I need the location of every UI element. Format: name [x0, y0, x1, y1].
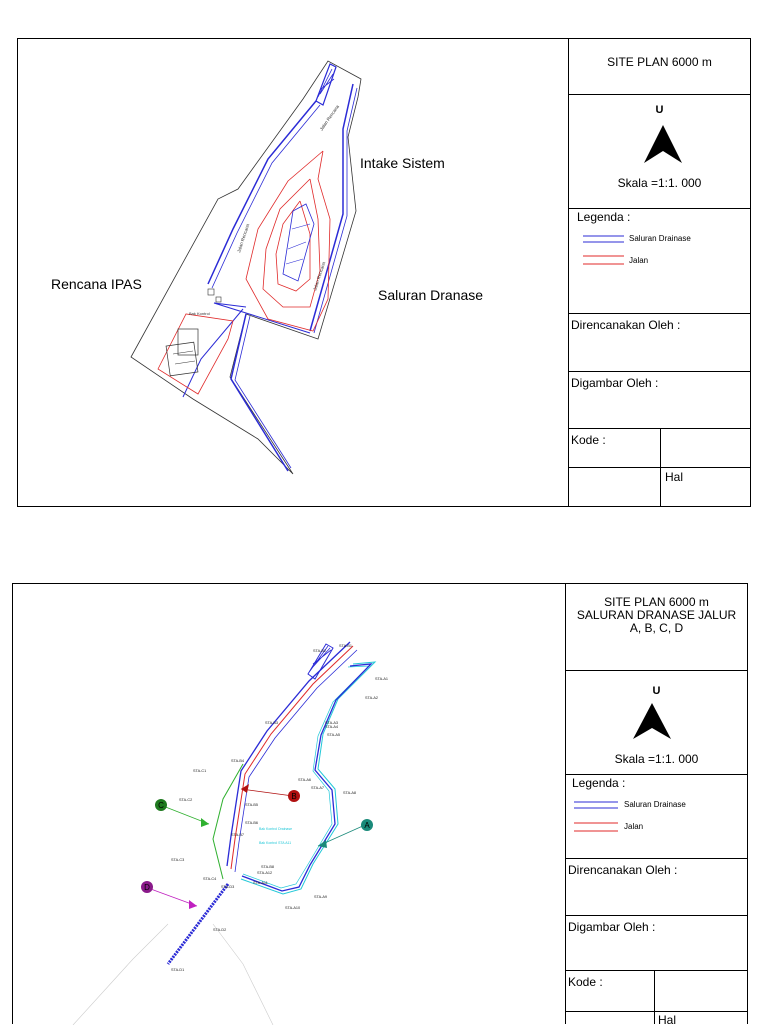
- legend-cell-2: [566, 775, 747, 859]
- title-cell-2: [566, 584, 747, 671]
- station-label: STA-D3: [221, 885, 235, 889]
- sheet-title-line-1: SITE PLAN 6000 m: [604, 595, 709, 609]
- marker-b-label: B: [291, 792, 297, 801]
- legend-drainase: Saluran Drainase: [629, 234, 691, 243]
- code-label-2: Kode :: [568, 975, 603, 989]
- station-label: STA-C4: [203, 877, 217, 881]
- title-block-1: [568, 39, 750, 506]
- station-label: STA-D1: [171, 968, 185, 972]
- legend-title-2: Legenda :: [572, 776, 626, 790]
- scale-text: Skala =1:1. 000: [617, 176, 702, 190]
- page-label: Hal: [665, 470, 684, 484]
- legend-jalan: Jalan: [629, 256, 649, 265]
- station-label: STA-A2: [365, 696, 379, 700]
- station-label: STA-B8: [261, 865, 275, 869]
- title-cell: [569, 39, 750, 95]
- site-plan-svg-1: [18, 39, 569, 506]
- station-label: STA-D2: [213, 928, 227, 932]
- station-label: STA-A5: [327, 733, 341, 737]
- site-plan-drawing-2: [13, 584, 567, 1025]
- north-letter-2: U: [652, 685, 661, 697]
- designed-by-cell: [569, 314, 750, 372]
- station-label: STA-A6: [298, 778, 312, 782]
- station-label: STA-A1: [375, 677, 389, 681]
- label-jalan-rencana-2: Jalan Rencana: [236, 223, 251, 254]
- north-letter: U: [655, 104, 664, 116]
- drainage-channel-bottom: [231, 314, 288, 471]
- scale-text-2: Skala =1:1. 000: [614, 752, 699, 766]
- station-label: STA-B3: [265, 721, 279, 725]
- site-plan-svg-2: [13, 584, 567, 1025]
- station-label: STA-A7: [311, 786, 325, 790]
- station-label: STA-C2: [179, 798, 193, 802]
- legend-cell: [569, 209, 750, 314]
- station-label: STA-A3: [325, 721, 339, 725]
- drawn-by-label: Digambar Oleh :: [571, 376, 659, 390]
- station-label: STA-A11: [253, 881, 268, 885]
- label-intake-sistem: Intake Sistem: [360, 155, 445, 171]
- legend-title: Legenda :: [577, 210, 631, 224]
- station-label: STA-B7: [231, 833, 245, 837]
- north-arrow-icon: [569, 95, 751, 209]
- road-contour-2: [263, 179, 320, 307]
- station-label: STA-C1: [193, 769, 207, 773]
- station-label: STA-B2: [313, 649, 327, 653]
- station-label: STA-B5: [245, 803, 259, 807]
- label-jalan-rencana-1: Jalan Rencana: [318, 104, 341, 132]
- marker-d-label: D: [144, 883, 150, 892]
- station-label: STA-B6: [245, 821, 259, 825]
- sheet-title-line-2: SALURAN DRANASE JALUR: [576, 608, 737, 622]
- label-jalan-rencana-3: Jalan Rencana: [312, 261, 327, 292]
- code-cell-2: [566, 971, 747, 1011]
- legend-jalan-2: Jalan: [624, 822, 644, 831]
- road-contour-3: [276, 201, 310, 291]
- north-cell-2: [566, 671, 747, 775]
- drawing-sheet-1: [17, 38, 751, 507]
- drawing-sheet-2: [12, 583, 748, 1027]
- drawn-by-cell-2: [566, 916, 747, 971]
- designed-by-label-2: Direncanakan Oleh :: [568, 863, 678, 877]
- intake-core: [283, 204, 314, 281]
- marker-a-label: A: [364, 821, 370, 830]
- station-label: STA-C3: [171, 858, 185, 862]
- drainage-d: [168, 884, 228, 964]
- label-rencana-ipas: Rencana IPAS: [51, 276, 142, 292]
- code-label: Kode :: [571, 433, 606, 447]
- title-block-2: [565, 584, 747, 1027]
- drawn-by-label-2: Digambar Oleh :: [568, 920, 656, 934]
- page-divider: [660, 467, 750, 468]
- svg-text:Bak Kontrol Drainase: Bak Kontrol Drainase: [259, 827, 293, 831]
- north-cell: [569, 95, 750, 209]
- drainage-b: [227, 642, 353, 866]
- label-saluran-dranase: Saluran Dranase: [378, 287, 484, 303]
- sheet-title: SITE PLAN 6000 m: [607, 55, 712, 69]
- drawn-by-cell: [569, 372, 750, 429]
- station-label: STA-A12: [257, 871, 273, 875]
- station-label: STA-B1: [339, 644, 353, 648]
- drainage-channel-left: [208, 101, 316, 284]
- designed-by-cell-2: [566, 859, 747, 916]
- page-label-2: Hal: [658, 1013, 677, 1027]
- legend-drainase-2: Saluran Drainase: [624, 800, 686, 809]
- station-label: STA-A10: [285, 906, 301, 910]
- legend-swatches: [569, 209, 751, 314]
- svg-text:Bak Kontrol STA A11: Bak Kontrol STA A11: [259, 841, 292, 845]
- station-label: STA-A4: [325, 725, 339, 729]
- station-label: STA-A8: [343, 791, 357, 795]
- designed-by-label: Direncanakan Oleh :: [571, 318, 681, 332]
- site-plan-drawing-1: [18, 39, 569, 506]
- station-label: STA-A9: [314, 895, 328, 899]
- legend-swatches-2: [566, 775, 748, 859]
- label-bak-kontrol: Bak Kontrol: [189, 311, 210, 316]
- station-label: STA-B4: [231, 759, 245, 763]
- sheet-title-line-3: A, B, C, D: [629, 621, 684, 635]
- marker-c-label: C: [158, 801, 164, 810]
